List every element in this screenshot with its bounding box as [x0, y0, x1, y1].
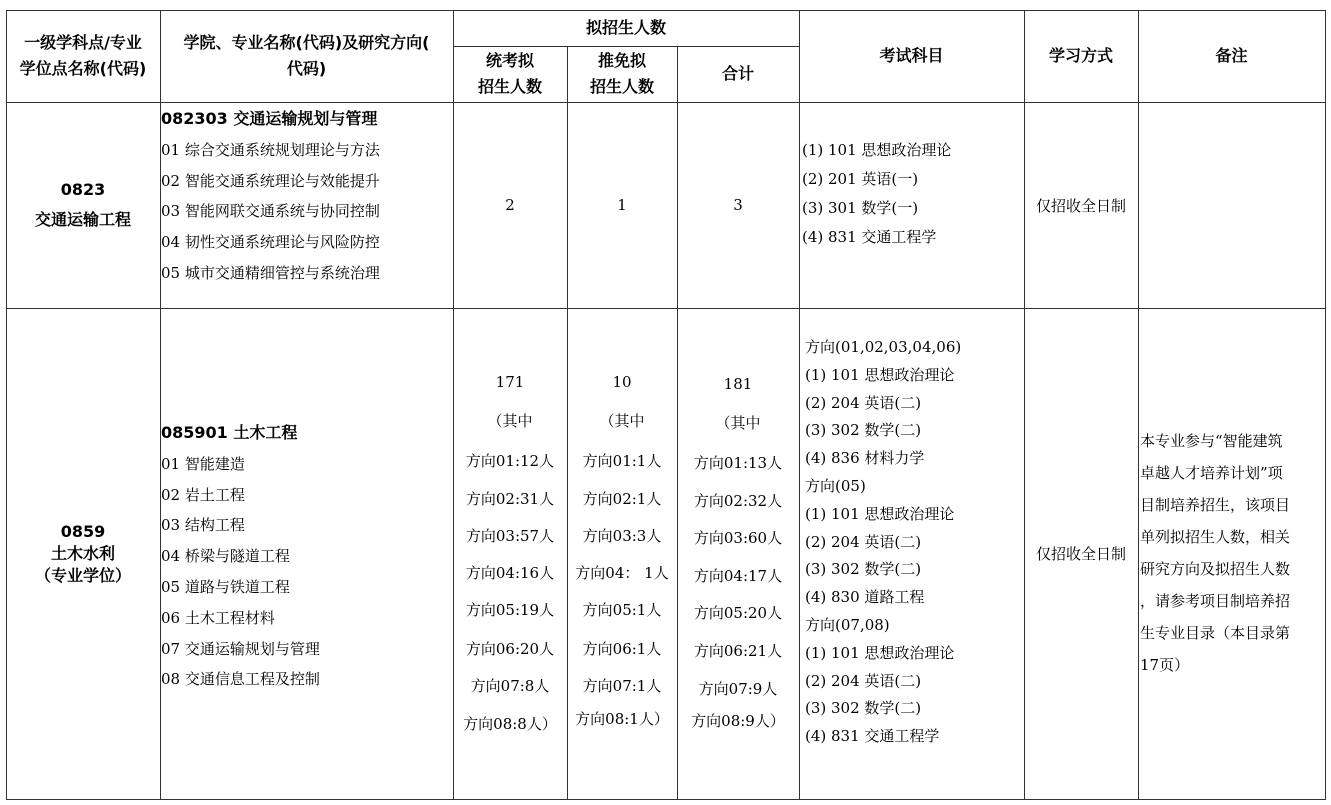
row2-direction-03: 03 结构工程 — [161, 516, 245, 535]
row2-subject-c2: (2) 204 英语(二) — [805, 671, 922, 690]
row2-exempt-dir06: 方向06:1人 — [582, 640, 662, 658]
row2-exempt-dir01: 方向01:1人 — [582, 452, 662, 470]
row1-direction-05: 05 城市交通精细管控与系统治理 — [161, 263, 380, 282]
row1-subject-1: (1) 101 思想政治理论 — [802, 141, 952, 159]
row2-subject-c1: (1) 101 思想政治理论 — [805, 643, 955, 662]
row2-exempt-dir03: 方向03:3人 — [582, 527, 662, 545]
row2-exempt-dir07: 方向07:1人 — [582, 677, 662, 695]
row2-direction-08: 08 交通信息工程及控制 — [161, 670, 320, 689]
row2-subject-a3: (3) 302 数学(二) — [805, 421, 922, 440]
row2-discipline — [6, 308, 160, 799]
row2-subject-group-c: 方向(07,08) — [805, 615, 890, 634]
row2-total — [677, 308, 799, 799]
row2-major-title: 085901 土木工程 — [161, 423, 298, 442]
row2-exempt-note-open: （其中 — [599, 412, 645, 430]
header-remark-label: 备注 — [1215, 46, 1248, 65]
row2-total-dir03: 方向03:60人 — [693, 529, 783, 547]
row2-direction-06: 06 土木工程材料 — [161, 608, 275, 627]
row1-total — [677, 102, 799, 308]
row2-remark — [1140, 425, 1325, 685]
row1-exempt-value: 1 — [617, 196, 627, 214]
row1-total-value: 3 — [733, 196, 743, 214]
header-remark — [1138, 10, 1325, 102]
header-major-line2: 代码) — [286, 59, 327, 78]
row1-direction-01: 01 综合交通系统规划理论与方法 — [161, 140, 380, 159]
row1-study-mode-value: 仅招收全日制 — [1035, 196, 1126, 215]
row2-unified-dir08: 方向08:8人） — [463, 715, 557, 733]
row1-direction-02: 02 智能交通系统理论与效能提升 — [161, 171, 380, 190]
row2-direction-07: 07 交通运输规划与管理 — [161, 639, 320, 658]
row2-total-dir01: 方向01:13人 — [693, 454, 783, 472]
header-exempt-line1: 推免拟 — [597, 51, 646, 70]
row2-study-mode-value: 仅招收全日制 — [1035, 545, 1126, 563]
row2-subjects — [805, 334, 1024, 764]
row1-discipline-code: 0823 — [60, 180, 106, 199]
row1-remark — [1138, 102, 1325, 308]
row2-discipline-code: 0859 — [60, 521, 106, 541]
row2-total-dir02: 方向02:32人 — [693, 492, 783, 510]
row2-subject-a1: (1) 101 思想政治理论 — [805, 365, 955, 384]
row2-unified-dir05: 方向05:19人 — [465, 601, 555, 619]
row2-remark-line1: 本专业参与“智能建筑 — [1140, 432, 1283, 450]
row2-subject-group-a: 方向(01,02,03,04,06) — [805, 338, 962, 356]
row1-unified — [453, 102, 567, 308]
row2-subject-b1: (1) 101 思想政治理论 — [805, 504, 955, 523]
row2-unified-note-open: （其中 — [487, 412, 533, 430]
row2-total-dir08: 方向08:9人） — [691, 712, 785, 730]
row1-exempt — [567, 102, 677, 308]
row1-direction-04: 04 韧性交通系统理论与风险防控 — [161, 233, 380, 252]
row2-exempt — [567, 308, 677, 799]
row2-discipline-type: （专业学位） — [34, 565, 131, 585]
header-total-label: 合计 — [721, 64, 754, 83]
row2-total-dir06: 方向06:21人 — [693, 642, 783, 660]
header-study-mode-label: 学习方式 — [1048, 46, 1113, 65]
header-exempt-line2: 招生人数 — [589, 77, 654, 96]
header-discipline — [6, 10, 160, 102]
row2-exempt-dir08: 方向08:1人） — [575, 710, 669, 728]
row1-subjects — [802, 136, 1024, 266]
header-total — [677, 46, 799, 102]
row1-major — [161, 104, 453, 308]
row2-subject-b4: (4) 830 道路工程 — [805, 588, 925, 607]
header-unified — [453, 46, 567, 102]
row1-direction-03: 03 智能网联交通系统与协同控制 — [161, 202, 380, 221]
row2-total-dir05: 方向05:20人 — [693, 604, 783, 622]
row2-direction-05: 05 道路与铁道工程 — [161, 577, 290, 596]
row2-unified-dir07: 方向07:8人 — [470, 677, 550, 695]
row2-unified-dir01: 方向01:12人 — [465, 452, 555, 470]
row2-subject-c3: (3) 302 数学(二) — [805, 699, 922, 718]
row2-subject-a2: (2) 204 英语(二) — [805, 393, 922, 412]
row2-remark-line3: 目制培养招生，该项目 — [1140, 496, 1291, 514]
row1-study-mode — [1024, 102, 1138, 308]
row1-discipline — [6, 102, 160, 308]
header-enroll-group-label: 拟招生人数 — [585, 18, 666, 37]
row2-discipline-name: 土木水利 — [50, 543, 115, 563]
row2-remark-line5: 研究方向及拟招生人数 — [1140, 560, 1291, 578]
row2-remark-line6: ，请参考项目制培养招 — [1140, 592, 1291, 610]
row2-subject-c4: (4) 831 交通工程学 — [805, 727, 940, 746]
header-major — [160, 10, 453, 102]
header-major-line1: 学院、专业名称(代码)及研究方向( — [183, 33, 430, 52]
row2-subject-a4: (4) 836 材料力学 — [805, 449, 925, 468]
row2-unified-total: 171 — [495, 373, 525, 391]
row2-direction-01: 01 智能建造 — [161, 454, 245, 473]
row2-subject-b3: (3) 302 数学(二) — [805, 560, 922, 579]
row1-subject-4: (4) 831 交通工程学 — [802, 228, 937, 246]
header-study-mode — [1024, 10, 1138, 102]
row2-direction-02: 02 岩土工程 — [161, 485, 245, 504]
row2-remark-line7: 生专业目录（本目录第 — [1140, 624, 1291, 642]
row2-exempt-dir02: 方向02:1人 — [582, 490, 662, 508]
row2-unified-dir02: 方向02:31人 — [465, 490, 555, 508]
row1-unified-value: 2 — [505, 196, 515, 214]
row1-major-title: 082303 交通运输规划与管理 — [161, 109, 378, 128]
row2-remark-line2: 卓越人才培养计划”项 — [1140, 464, 1283, 482]
row2-major — [161, 418, 453, 718]
row2-unified-dir03: 方向03:57人 — [465, 527, 555, 545]
header-unified-line1: 统考拟 — [485, 51, 534, 70]
row2-exempt-dir04: 方向04： 1人 — [575, 564, 669, 582]
row2-unified — [453, 308, 567, 799]
row1-subject-3: (3) 301 数学(一) — [802, 199, 919, 217]
row2-unified-dir06: 方向06:20人 — [465, 640, 555, 658]
row2-total-note-open: （其中 — [715, 414, 761, 432]
header-subjects — [799, 10, 1024, 102]
header-unified-line2: 招生人数 — [477, 77, 542, 96]
header-subjects-label: 考试科目 — [879, 46, 944, 65]
row2-subject-b2: (2) 204 英语(二) — [805, 532, 922, 551]
row2-exempt-total: 10 — [612, 373, 632, 391]
row2-total-dir07: 方向07:9人 — [698, 680, 778, 698]
row1-discipline-name: 交通运输工程 — [34, 210, 131, 229]
row1-subject-2: (2) 201 英语(一) — [802, 170, 919, 188]
row2-direction-04: 04 桥梁与隧道工程 — [161, 547, 290, 566]
row2-remark-line4: 单列拟招生人数，相关 — [1140, 528, 1291, 546]
row2-unified-dir04: 方向04:16人 — [465, 564, 555, 582]
header-exempt — [567, 46, 677, 102]
header-discipline-line2: 学位点名称(代码) — [19, 59, 147, 78]
row2-remark-line8: 17页） — [1140, 656, 1190, 674]
row2-total-total: 181 — [723, 375, 753, 393]
row2-study-mode — [1024, 308, 1138, 799]
row2-subject-group-b: 方向(05) — [805, 476, 866, 495]
row2-exempt-dir05: 方向05:1人 — [582, 601, 662, 619]
header-discipline-line1: 一级学科点/专业 — [24, 33, 142, 52]
row2-total-dir04: 方向04:17人 — [693, 567, 783, 585]
header-enroll-group — [453, 10, 799, 46]
